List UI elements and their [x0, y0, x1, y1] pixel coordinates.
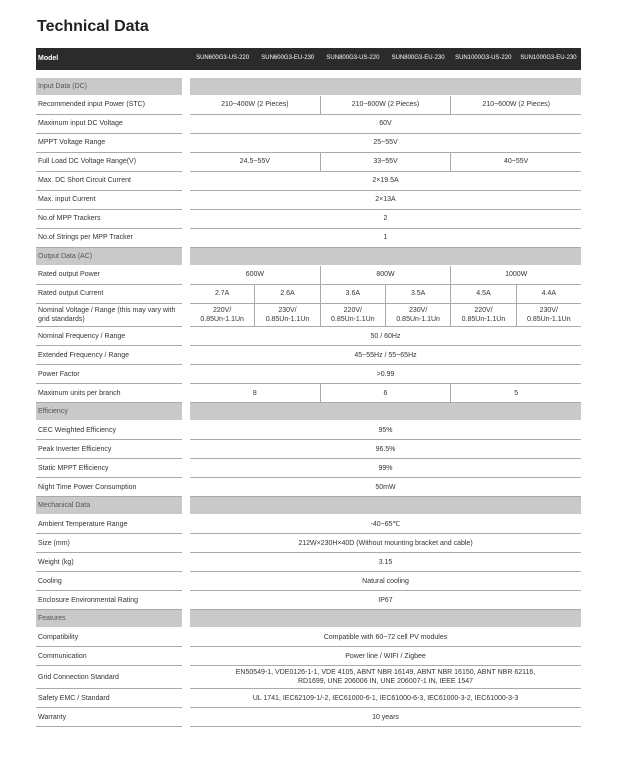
section-fill [190, 497, 581, 515]
row-label: Max. input Current [36, 191, 182, 210]
row-label: Nominal Frequency / Range [36, 327, 182, 346]
row-label: Max. DC Short Circuit Current [36, 172, 182, 191]
row-label: Static MPPT Efficiency [36, 459, 182, 478]
row-label: Nominal Voltage / Range (this may vary with grid standards) [36, 304, 182, 327]
row-label: CEC Weighted Efficiency [36, 421, 182, 440]
row-values [190, 708, 581, 727]
section-row [36, 248, 581, 266]
table-row [36, 384, 581, 403]
table-row [36, 459, 581, 478]
row-value: 45~55Hz / 55~65Hz [354, 351, 417, 359]
row-values [190, 384, 581, 403]
row-values [190, 304, 581, 327]
row-value: 24.5~55V [239, 158, 270, 166]
row-value: IP67 [378, 596, 393, 604]
row-label: Grid Connection Standard [36, 666, 182, 689]
row-values [190, 421, 581, 440]
row-value: 230V/ 0.85Un-1.1Un [516, 304, 581, 326]
row-value: 1 [383, 234, 388, 242]
row-value: EN50549-1, VDE0126-1-1, VDE 4105, ABNT NBR 16149, ABNT NBR 16150, ABNT NBR 62116, RD1699, UNE 206006 IN, UNE 206007-1 IN, IEEE 1547 [235, 669, 536, 686]
row-values [190, 153, 581, 172]
row-value: 50mW [375, 483, 396, 491]
section-row [36, 497, 581, 515]
row-label: Maximum input DC Voltage [36, 115, 182, 134]
table-row [36, 266, 581, 285]
row-value: 220V/ 0.85Un-1.1Un [200, 307, 244, 324]
row-value: 220V/ 0.85Un-1.1Un [320, 304, 385, 326]
table-row [36, 440, 581, 459]
row-value: 600W [245, 271, 264, 279]
model-name: SUN600G3-EU-230 [261, 55, 315, 62]
row-value: >0.99 [376, 370, 395, 378]
table-row [36, 210, 581, 229]
table-row [36, 553, 581, 572]
model-name: SUN600G3-US-220 [196, 55, 250, 62]
section-title: Input Data (DC) [36, 78, 182, 96]
table-row [36, 115, 581, 134]
row-label: Safety EMC / Standard [36, 689, 182, 708]
row-values [190, 534, 581, 553]
row-values [190, 210, 581, 229]
row-label: Warranty [36, 708, 182, 727]
row-values [190, 515, 581, 534]
row-value: 33~55V [320, 153, 451, 171]
table-row [36, 191, 581, 210]
row-value: 50 / 60Hz [370, 332, 401, 340]
table-row [36, 534, 581, 553]
table-row [36, 708, 581, 727]
row-value: 1000W [450, 266, 581, 284]
table-row [36, 478, 581, 497]
row-label: Size (mm) [36, 534, 182, 553]
row-label: Rated output Current [36, 285, 182, 304]
row-values [190, 478, 581, 497]
table-row [36, 572, 581, 591]
row-value: 95% [378, 426, 393, 434]
row-values [190, 553, 581, 572]
row-values [190, 285, 581, 304]
row-value: 10 years [372, 713, 399, 721]
row-value: 2 [383, 215, 388, 223]
row-label: Enclosure Environmental Rating [36, 591, 182, 610]
section-title: Efficiency [36, 403, 182, 421]
technical-data-table [36, 48, 581, 727]
table-row [36, 304, 581, 327]
section-row [36, 403, 581, 421]
table-row [36, 346, 581, 365]
row-value: 230V/ 0.85Un-1.1Un [385, 304, 450, 326]
row-values [190, 172, 581, 191]
row-value: 4.4A [516, 285, 581, 303]
table-row [36, 172, 581, 191]
table-row [36, 134, 581, 153]
row-values [190, 628, 581, 647]
row-value: 96.5% [375, 445, 396, 453]
row-value: 40~55V [450, 153, 581, 171]
row-label: Extended Frequency / Range [36, 346, 182, 365]
row-value: 800W [320, 266, 451, 284]
page-title: Technical Data [37, 18, 149, 35]
row-label: Night Time Power Consumption [36, 478, 182, 497]
row-label: Compatibility [36, 628, 182, 647]
row-values [190, 647, 581, 666]
model-name: SUN800G3-EU-230 [391, 55, 445, 62]
row-values [190, 346, 581, 365]
row-value: Natural cooling [362, 577, 409, 585]
row-label: Full Load DC Voltage Range(V) [36, 153, 182, 172]
row-values [190, 191, 581, 210]
row-values [190, 266, 581, 285]
row-value: 210~600W (2 Pieces) [450, 96, 581, 114]
section-row [36, 610, 581, 628]
row-label: Cooling [36, 572, 182, 591]
row-value: 2×19.5A [372, 177, 399, 185]
row-values [190, 666, 581, 689]
section-title: Output Data (AC) [36, 248, 182, 266]
table-row [36, 628, 581, 647]
row-label: MPPT Voltage Range [36, 134, 182, 153]
section-fill [190, 78, 581, 96]
row-value: Compatible with 60~72 cell PV modules [323, 633, 448, 641]
section-fill [190, 248, 581, 266]
row-label: No.of Strings per MPP Tracker [36, 229, 182, 248]
row-label: No.of MPP Trackers [36, 210, 182, 229]
table-row [36, 666, 581, 689]
row-value: -40~65℃ [370, 520, 401, 528]
row-label: Communication [36, 647, 182, 666]
row-values [190, 134, 581, 153]
row-label: Peak Inverter Efficiency [36, 440, 182, 459]
row-value: 212W×230H×40D (Without mounting bracket and cable) [298, 539, 473, 547]
row-value: 99% [378, 464, 393, 472]
table-row [36, 153, 581, 172]
table-row [36, 96, 581, 115]
row-label: Weight (kg) [36, 553, 182, 572]
row-values [190, 459, 581, 478]
row-label: Recommended input Power (STC) [36, 96, 182, 115]
row-value: 210~600W (2 Pieces) [320, 96, 451, 114]
table-row [36, 591, 581, 610]
row-values [190, 591, 581, 610]
row-label: Maximum units per branch [36, 384, 182, 403]
row-value: 2×13A [375, 196, 396, 204]
row-label: Ambient Temperature Range [36, 515, 182, 534]
table-row [36, 327, 581, 346]
row-value: 6 [320, 384, 451, 402]
table-row [36, 365, 581, 384]
section-fill [190, 403, 581, 421]
row-value: 3.6A [320, 285, 385, 303]
model-name: SUN1000G3-EU-230 [520, 55, 577, 62]
row-value: 2.7A [214, 290, 230, 298]
table-row [36, 285, 581, 304]
row-value: 3.5A [385, 285, 450, 303]
model-name: SUN800G3-US-220 [326, 55, 380, 62]
row-label: Rated output Power [36, 266, 182, 285]
table-row [36, 515, 581, 534]
row-value: 8 [252, 389, 257, 397]
model-header: Model [38, 55, 59, 63]
row-values [190, 229, 581, 248]
row-value: 220V/ 0.85Un-1.1Un [450, 304, 515, 326]
row-value: 230V/ 0.85Un-1.1Un [254, 304, 319, 326]
row-values [190, 440, 581, 459]
row-value: 60V [379, 120, 392, 128]
row-values [190, 689, 581, 708]
section-title: Features [36, 610, 182, 628]
row-values [190, 96, 581, 115]
row-values [190, 327, 581, 346]
row-value: 2.6A [254, 285, 319, 303]
row-values [190, 365, 581, 384]
section-row [36, 78, 581, 96]
model-name: SUN1000G3-US-220 [455, 55, 512, 62]
row-value: 3.15 [378, 558, 393, 566]
row-value: UL 1741, IEC62109-1/-2, IEC61000-6-1, IEC61000-6-3, IEC61000-3-2, IEC61000-3-3 [252, 694, 519, 702]
table-row [36, 421, 581, 440]
table-row [36, 229, 581, 248]
row-value: 210~400W (2 Pieces) [221, 101, 289, 109]
row-value: 5 [450, 384, 581, 402]
row-label: Power Factor [36, 365, 182, 384]
row-value: 4.5A [450, 285, 515, 303]
row-values [190, 115, 581, 134]
section-title: Mechanical Data [36, 497, 182, 515]
row-values [190, 572, 581, 591]
table-row [36, 689, 581, 708]
section-fill [190, 610, 581, 628]
row-value: Power line / WIFI / Zigbee [345, 652, 426, 660]
table-row [36, 647, 581, 666]
row-value: 25~55V [373, 139, 398, 147]
table-header-row [36, 48, 581, 70]
